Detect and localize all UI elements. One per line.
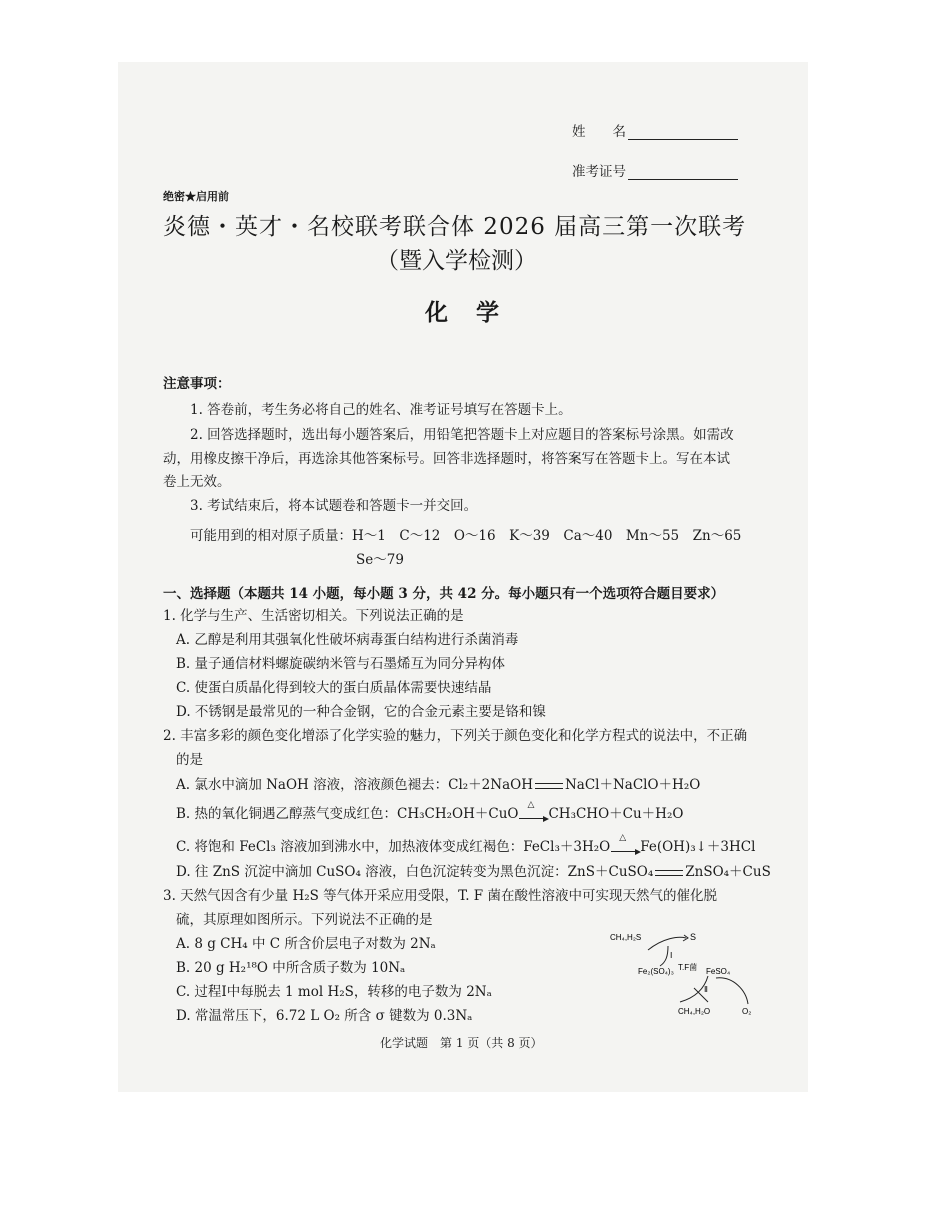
q1-option-c: C. 使蛋白质晶化得到较大的蛋白质晶体需要快速结晶 bbox=[176, 680, 492, 696]
note-2-line3: 卷上无效。 bbox=[163, 474, 231, 490]
q2-b-text: B. 热的氧化铜遇乙醇蒸气变成红色：CH₃CH₂OH＋CuO bbox=[176, 806, 519, 822]
diagram-label-tf-bacteria: T.F菌 bbox=[678, 963, 698, 972]
process-1-curve bbox=[660, 946, 668, 966]
diagram-label-o2: O₂ bbox=[742, 1007, 752, 1016]
notes-heading: 注意事项： bbox=[163, 376, 231, 392]
exam-id-blank bbox=[628, 163, 738, 180]
q1-stem: 1. 化学与生产、生活密切相关。下列说法正确的是 bbox=[163, 608, 464, 624]
exam-id-field bbox=[572, 160, 738, 180]
q2-option-b bbox=[176, 802, 683, 822]
q3-option-d: D. 常温常压下，6.72 L O₂ 所含 σ 键数为 0.3Nₐ bbox=[176, 1008, 473, 1024]
q2-c-products: Fe(OH)₃↓＋3HCl bbox=[640, 839, 756, 855]
q2-option-a bbox=[176, 773, 700, 793]
name-blank bbox=[628, 123, 738, 140]
diagram-label-fe2so43: Fe₂(SO₄)₃ bbox=[638, 967, 674, 976]
equals-sign bbox=[655, 870, 683, 876]
name-field bbox=[572, 120, 738, 140]
diagram-label-s: S bbox=[690, 932, 697, 942]
q2-d-products: ZnSO₄＋CuS bbox=[685, 864, 771, 880]
subject-title: 化学 bbox=[425, 299, 527, 326]
q2-a-text: A. 氯水中滴加 NaOH 溶液，溶液颜色褪去：Cl₂＋2NaOH bbox=[176, 777, 533, 793]
q2-b-products: CH₃CHO＋Cu＋H₂O bbox=[548, 806, 684, 822]
desulfurization-diagram bbox=[608, 928, 768, 1020]
process-1-arc bbox=[648, 937, 686, 950]
delta-symbol: △ bbox=[527, 800, 535, 810]
q1-option-a: A. 乙醇是利用其强氧化性破坏病毒蛋白结构进行杀菌消毒 bbox=[176, 632, 519, 648]
delta-symbol: △ bbox=[619, 833, 627, 843]
diagram-label-ch4-h2s: CH₄,H₂S bbox=[610, 933, 642, 942]
q2-option-c bbox=[176, 835, 755, 855]
q2-option-d bbox=[176, 860, 771, 880]
q3-stem-line1: 3. 天然气因含有少量 H₂S 等气体开采应用受限，T. F 菌在酸性溶液中可实现天然气的催化脱 bbox=[163, 888, 717, 904]
exam-title: 炎德・英才・名校联考联合体 2026 届高三第一次联考 bbox=[163, 214, 747, 240]
equals-sign bbox=[535, 783, 563, 789]
note-2-line1: 2. 回答选择题时，选出每小题答案后，用铅笔把答题卡上对应题目的答案标号涂黑。如需改 bbox=[190, 427, 734, 443]
diagram-label-step1: Ⅰ bbox=[670, 951, 673, 960]
name-label: 姓 名 bbox=[572, 124, 626, 140]
q2-d-text: D. 往 ZnS 沉淀中滴加 CuSO₄ 溶液，白色沉淀转变为黑色沉淀：ZnS＋CuSO₄ bbox=[176, 864, 654, 880]
q2-stem-line2: 的是 bbox=[176, 752, 203, 768]
q3-option-c: C. 过程Ⅰ中每脱去 1 mol H₂S，转移的电子数为 2Nₐ bbox=[176, 984, 492, 1000]
q1-option-d: D. 不锈钢是最常见的一种合金钢，它的合金元素主要是铬和镍 bbox=[176, 704, 546, 720]
q3-option-b: B. 20 g H₂¹⁸O 中所含质子数为 10Nₐ bbox=[176, 960, 406, 976]
exam-subtitle: （暨入学检测） bbox=[376, 248, 537, 274]
q1-option-b: B. 量子通信材料螺旋碳纳米管与石墨烯互为同分异构体 bbox=[176, 656, 506, 672]
section-heading: 一、选择题（本题共 14 小题，每小题 3 分，共 42 分。每小题只有一个选项符合题目要求） bbox=[163, 586, 725, 602]
diagram-label-ch4-h2o: CH₄,H₂O bbox=[678, 1007, 711, 1016]
q3-stem-line2: 硫，其原理如图所示。下列说法不正确的是 bbox=[176, 912, 433, 928]
note-3: 3. 考试结束后，将本试题卷和答题卡一并交回。 bbox=[190, 498, 478, 514]
note-1: 1. 答卷前，考生务必将自己的姓名、准考证号填写在答题卡上。 bbox=[190, 402, 572, 418]
heat-arrow bbox=[519, 800, 547, 819]
q2-stem-line1: 2. 丰富多彩的颜色变化增添了化学实验的魅力，下列关于颜色变化和化学方程式的说法中，不正确 bbox=[163, 728, 748, 744]
q2-c-text: C. 将饱和 FeCl₃ 溶液加到沸水中，加热液体变成红褐色：FeCl₃＋3H₂O bbox=[176, 839, 611, 855]
oxygen-curve bbox=[716, 978, 748, 1004]
exam-id-label: 准考证号 bbox=[572, 164, 626, 180]
page-footer: 化学试题 第 1 页（共 8 页） bbox=[380, 1036, 543, 1050]
heat-arrow bbox=[611, 833, 639, 852]
q2-a-products: NaCl＋NaClO＋H₂O bbox=[564, 777, 701, 793]
atomic-mass-line1: 可能用到的相对原子质量：H～1 C～12 O～16 K～39 Ca～40 Mn～55 Zn～65 bbox=[190, 528, 742, 544]
secret-mark: 绝密★启用前 bbox=[163, 190, 229, 203]
note-2-line2: 动，用橡皮擦干净后，再选涂其他答案标号。回答非选择题时，将答案写在答题卡上。写在本试 bbox=[163, 451, 730, 467]
atomic-mass-line2: Se～79 bbox=[356, 552, 404, 568]
q3-option-a: A. 8 g CH₄ 中 C 所含价层电子对数为 2Nₐ bbox=[176, 936, 436, 952]
diagram-label-feso4: FeSO₄ bbox=[706, 967, 731, 976]
diagram-label-step2: Ⅱ bbox=[704, 985, 708, 994]
